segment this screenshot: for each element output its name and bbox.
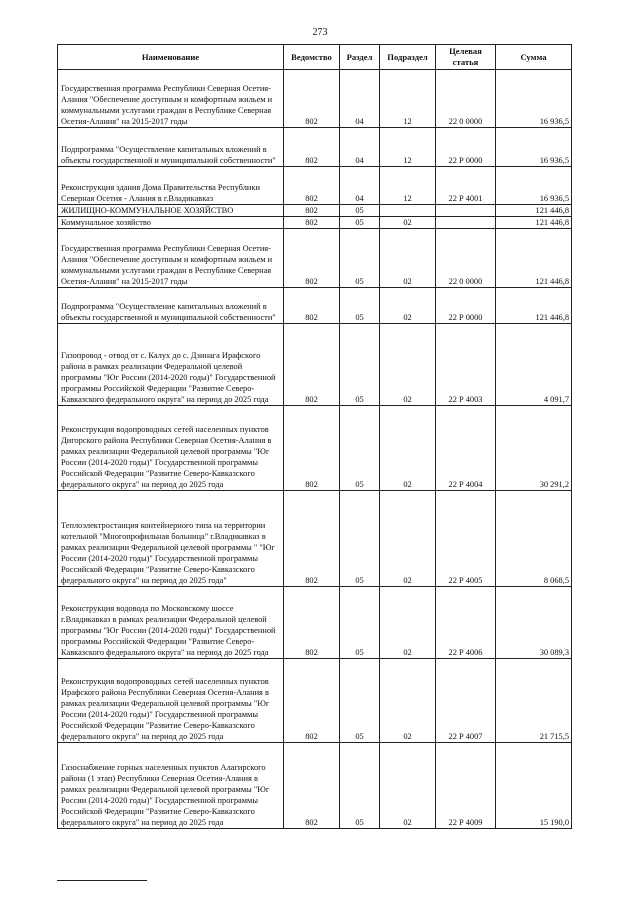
table-row xyxy=(58,288,572,324)
row-summa: 121 446,8 xyxy=(496,229,572,288)
header-vedomstvo: Ведомство xyxy=(284,45,340,70)
row-razdel: 05 xyxy=(340,406,380,491)
table-row xyxy=(58,743,572,829)
row-vedomstvo: 802 xyxy=(284,217,340,229)
row-podrazdel: 02 xyxy=(380,229,436,288)
row-statya: 22 Р 0000 xyxy=(436,288,496,324)
row-name: Государственная программа Республики Северная Осетия-Алания "Обеспечение доступным и комфортным жильем и коммунальными услугами граждан в Республике Северная Осетия-Алания" на 2015-2017 годы xyxy=(58,229,284,288)
header-statya: Целевая статья xyxy=(436,45,496,70)
row-name: Коммунальное хозяйство xyxy=(58,217,284,229)
row-summa: 4 091,7 xyxy=(496,324,572,406)
row-summa: 16 936,5 xyxy=(496,70,572,128)
row-podrazdel: 02 xyxy=(380,406,436,491)
row-podrazdel: 12 xyxy=(380,128,436,167)
row-razdel: 05 xyxy=(340,229,380,288)
row-name: Подпрограмма "Осуществление капитальных вложений в объекты государственной и муниципальной собственности" xyxy=(58,288,284,324)
row-vedomstvo: 802 xyxy=(284,491,340,587)
row-statya: 22 Р 4009 xyxy=(436,743,496,829)
header-podrazdel: Подраздел xyxy=(380,45,436,70)
row-podrazdel: 12 xyxy=(380,70,436,128)
header-razdel: Раздел xyxy=(340,45,380,70)
row-summa: 16 936,5 xyxy=(496,128,572,167)
row-vedomstvo: 802 xyxy=(284,288,340,324)
row-summa: 8 068,5 xyxy=(496,491,572,587)
row-razdel: 05 xyxy=(340,659,380,743)
row-podrazdel: 02 xyxy=(380,659,436,743)
row-podrazdel: 02 xyxy=(380,491,436,587)
row-statya: 22 Р 0000 xyxy=(436,128,496,167)
row-name: Государственная программа Республики Северная Осетия-Алания "Обеспечение доступным и комфортным жильем и коммунальными услугами граждан в Республике Северная Осетия-Алания" на 2015-2017 годы xyxy=(58,70,284,128)
row-razdel: 04 xyxy=(340,128,380,167)
footnote-divider xyxy=(57,880,147,881)
table-row xyxy=(58,659,572,743)
row-razdel: 05 xyxy=(340,587,380,659)
row-vedomstvo: 802 xyxy=(284,70,340,128)
row-razdel: 04 xyxy=(340,167,380,205)
row-summa: 21 715,5 xyxy=(496,659,572,743)
row-vedomstvo: 802 xyxy=(284,659,340,743)
table-row xyxy=(58,491,572,587)
row-summa: 15 190,0 xyxy=(496,743,572,829)
row-razdel: 05 xyxy=(340,205,380,217)
row-name: Подпрограмма "Осуществление капитальных вложений в объекты государственной и муниципальной собственности" xyxy=(58,128,284,167)
row-razdel: 04 xyxy=(340,70,380,128)
row-summa: 16 936,5 xyxy=(496,167,572,205)
row-podrazdel: 02 xyxy=(380,743,436,829)
row-vedomstvo: 802 xyxy=(284,324,340,406)
row-summa: 30 291,2 xyxy=(496,406,572,491)
row-podrazdel: 02 xyxy=(380,587,436,659)
header-row xyxy=(58,45,572,70)
row-summa: 121 446,8 xyxy=(496,217,572,229)
table-row xyxy=(58,217,572,229)
row-statya: 22 Р 4003 xyxy=(436,324,496,406)
row-podrazdel: 02 xyxy=(380,324,436,406)
row-statya: 22 Р 4001 xyxy=(436,167,496,205)
table-row xyxy=(58,128,572,167)
row-razdel: 05 xyxy=(340,743,380,829)
row-razdel: 05 xyxy=(340,288,380,324)
page-number: 273 xyxy=(312,27,328,38)
row-statya xyxy=(436,217,496,229)
row-name: Реконструкция водопроводных сетей населенных пунктов Ирафского района Республики Северная Осетия-Алания в рамках реализации Федеральной целевой программы "Юг России (2014-2020 годы)" Государственной программы Российской Федерации "Развитие Северо-Кавказского федерального округа" на период до 2025 года xyxy=(58,659,284,743)
row-summa: 121 446,8 xyxy=(496,205,572,217)
row-summa: 121 446,8 xyxy=(496,288,572,324)
row-statya: 22 Р 4007 xyxy=(436,659,496,743)
row-statya: 22 0 0000 xyxy=(436,229,496,288)
row-vedomstvo: 802 xyxy=(284,406,340,491)
row-statya: 22 Р 4005 xyxy=(436,491,496,587)
row-name: Реконструкция здания Дома Правительства Республики Северная Осетия - Алания в г.Владикавказ xyxy=(58,167,284,205)
row-name: ЖИЛИЩНО-КОММУНАЛЬНОЕ ХОЗЯЙСТВО xyxy=(58,205,284,217)
row-razdel: 05 xyxy=(340,491,380,587)
row-vedomstvo: 802 xyxy=(284,743,340,829)
row-statya: 22 0 0000 xyxy=(436,70,496,128)
table-row xyxy=(58,587,572,659)
row-podrazdel: 02 xyxy=(380,288,436,324)
row-statya: 22 Р 4004 xyxy=(436,406,496,491)
row-vedomstvo: 802 xyxy=(284,167,340,205)
row-podrazdel: 02 xyxy=(380,217,436,229)
row-vedomstvo: 802 xyxy=(284,205,340,217)
row-podrazdel: 12 xyxy=(380,167,436,205)
header-summa: Сумма xyxy=(496,45,572,70)
row-vedomstvo: 802 xyxy=(284,229,340,288)
table-row xyxy=(58,324,572,406)
row-statya xyxy=(436,205,496,217)
table-row xyxy=(58,205,572,217)
row-name: Газоснабжение горных населенных пунктов Алагирского района (1 этап) Республики Северная Осетия-Алания в рамках реализации Федеральной целевой программы "Юг России (2014-2020 годы)" Государственной программы Российской Федерации "Развитие Северо-Кавказского федерального округа" на период до 2025 года xyxy=(58,743,284,829)
row-name: Реконструкция водовода по Московскому шоссе г.Владикавказ в рамках реализации Федеральной целевой программы "Юг России (2014-2020 годы)" Государственной программы Российской Федерации "Развитие Северо-Кавказского федерального округа" на период до 2025 года xyxy=(58,587,284,659)
row-name: Газопровод - отвод от с. Калух до с. Дзинага Ирафского района в рамках реализации Федеральной целевой программы "Юг России (2014-2020 годы)" Государственной программы Российской Федерации "Развитие Северо-Кавказского федерального округа" на период до 2025 года xyxy=(58,324,284,406)
row-vedomstvo: 802 xyxy=(284,128,340,167)
row-podrazdel xyxy=(380,205,436,217)
row-name: Реконструкция водопроводных сетей населенных пунктов Дигорского района Республики Северная Осетия-Алания в рамках реализации Федеральной целевой программы "Юг России (2014-2020 годы)" Государственной программы Российской Федерации "Развитие Северо-Кавказского федерального округа" на период до 2025 года xyxy=(58,406,284,491)
row-vedomstvo: 802 xyxy=(284,587,340,659)
row-name: Теплоэлектростанция контейнерного типа на территории котельной "Многопрофильная больница" г.Владикавказ в рамках реализации Федеральной целевой программы " "Юг России (2014-2020 годы)" Государственной программы Российской Федерации "Развитие Северо-Кавказского федерального округа" на период до 2025 года" xyxy=(58,491,284,587)
table-row xyxy=(58,70,572,128)
row-statya: 22 Р 4006 xyxy=(436,587,496,659)
table-row xyxy=(58,167,572,205)
row-razdel: 05 xyxy=(340,324,380,406)
header-name: Наименование xyxy=(58,45,284,70)
row-razdel: 05 xyxy=(340,217,380,229)
table-row xyxy=(58,406,572,491)
budget-table xyxy=(57,44,572,829)
row-summa: 30 089,3 xyxy=(496,587,572,659)
table-row xyxy=(58,229,572,288)
